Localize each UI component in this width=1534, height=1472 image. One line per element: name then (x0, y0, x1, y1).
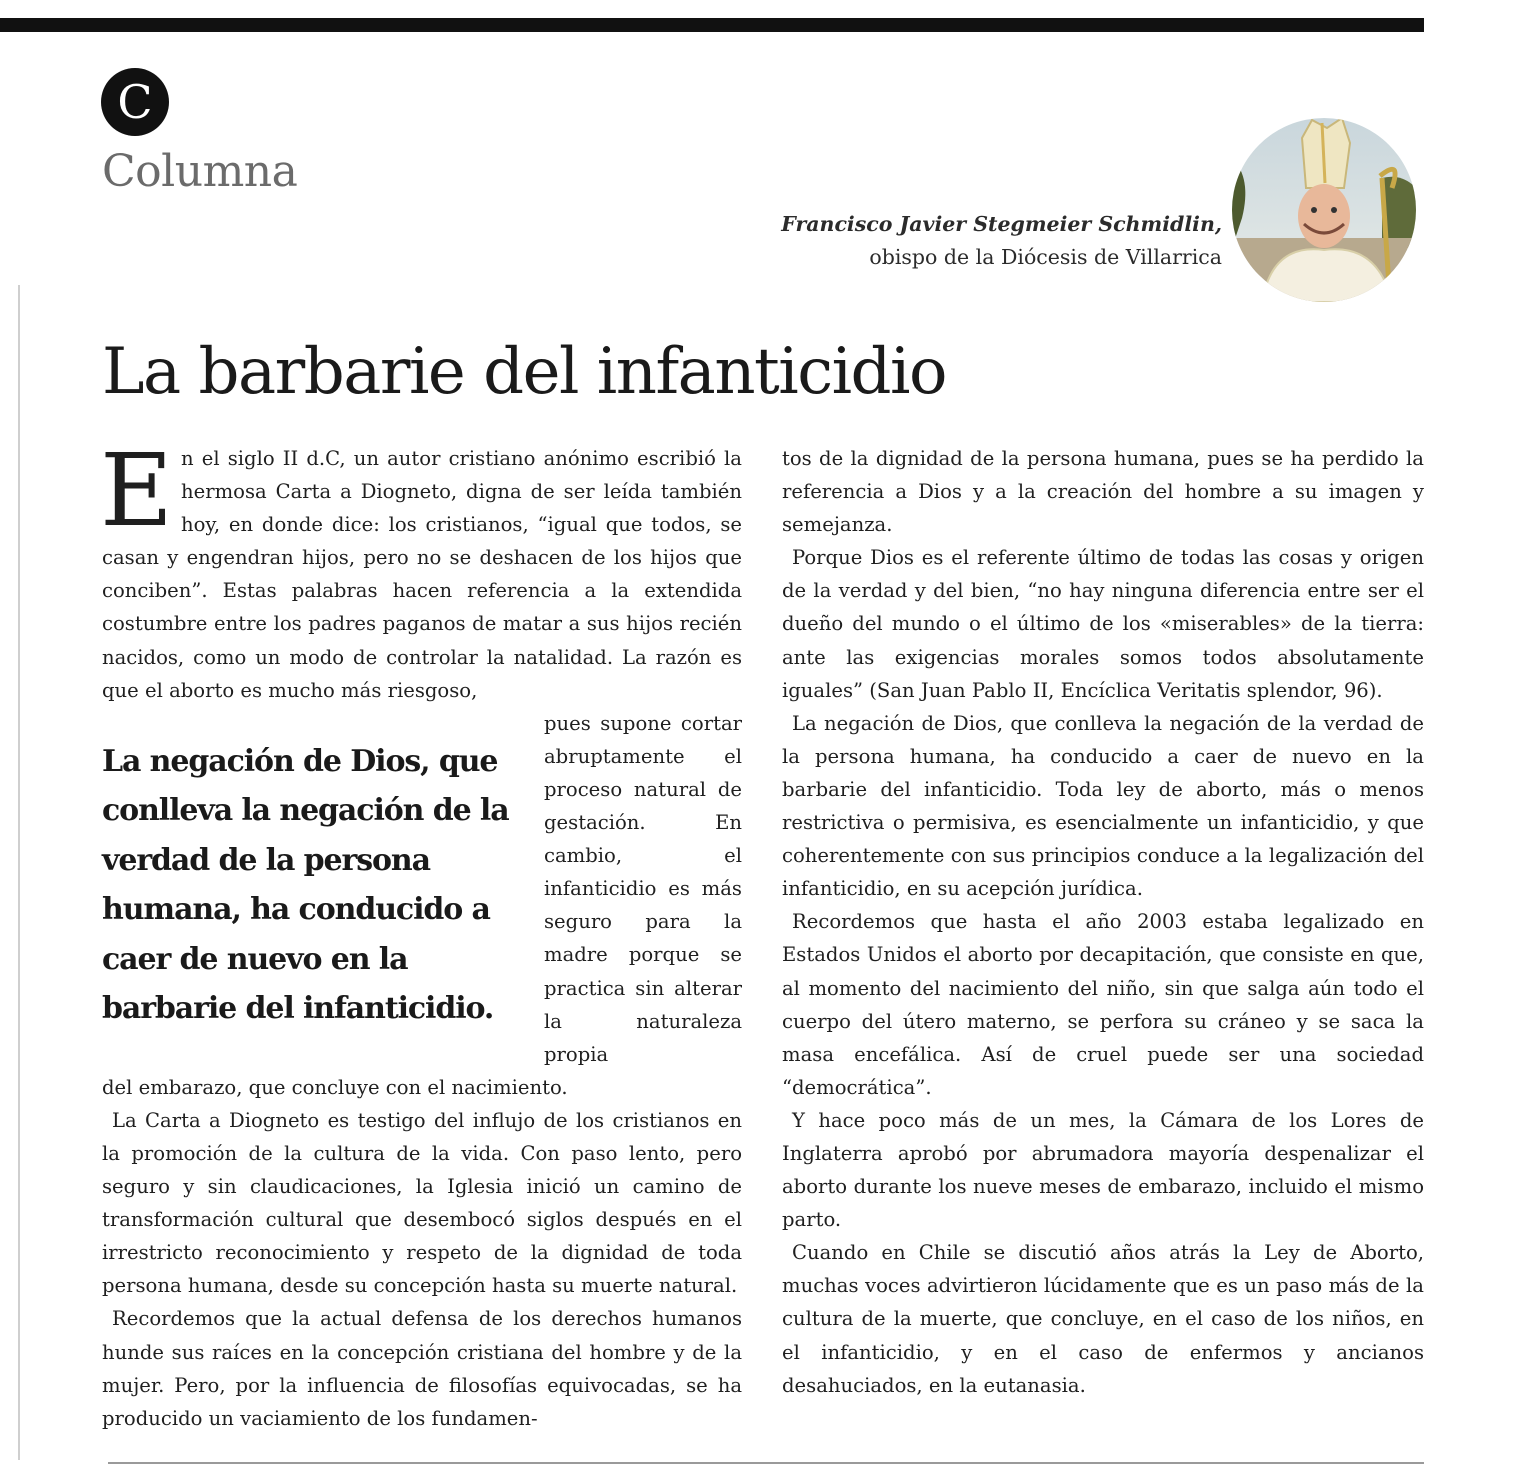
drop-cap: E (100, 432, 173, 549)
pull-quote: La negación de Dios, que conlleva la negación de la verdad de la persona humana, ha conducido a caer de nuevo en la barbarie del infanticidio. (102, 743, 509, 1027)
paragraph: La Carta a Diogneto es testigo del influjo de los cristianos en la promoción de la cultura de la vida. Con paso lento, pero seguro y sin claudicaciones, la Iglesia inició un camino de transformación cultural que desembocó siglos después en el irrestricto reconocimiento y respeto de la dignidad de toda persona humana, desde su concepción hasta su muerte natural. (102, 1108, 742, 1298)
bottom-rule (108, 1462, 1424, 1464)
paragraph: La negación de Dios, que conlleva la negación de la verdad de la persona humana, ha conducido a caer de nuevo en la barbarie del infanticidio. Toda ley de aborto, más o menos restrictiva o permisiva, es esencialmente un infanticidio, y que coherentemente con sus principios conduce a la legalización del infanticidio, en su acepción jurídica. (782, 711, 1424, 901)
left-margin-rule (18, 285, 20, 1460)
article-headline: La barbarie del infanticidio (102, 335, 946, 409)
author-name: Francisco Javier Stegmeier Schmidlin, (781, 212, 1222, 236)
author-portrait-photo (1232, 118, 1416, 302)
section-label: Columna (102, 146, 298, 197)
paragraph: Y hace poco más de un mes, la Cámara de los Lores de Inglaterra aprobó por abrumadora mayoría despenalizar el aborto durante los nueve meses de embarazo, incluido el mismo parto. (782, 1108, 1424, 1232)
author-role: obispo de la Diócesis de Villarrica (869, 245, 1222, 269)
section-badge: C (101, 68, 169, 136)
paragraph: En el siglo II d.C, un autor cristiano anónimo escribió la hermosa Carta a Diogneto, digna de ser leída también hoy, en donde dice: los cristianos, “igual que todos, se casan y engendran hijos, pero no se deshacen de los hijos que conciben”. Estas palabras hacen referencia a la extendida costumbre entre los padres paganos de matar a sus hijos recién nacidos, como un modo de controlar la natalidad. La razón es que el aborto es mucho más riesgoso, (100, 432, 742, 702)
paragraph-continuation: pues supone cortar abruptamente el proceso natural de gestación. En cambio, el infanticidio es más seguro para la madre porque se practica sin alterar la naturaleza propia (544, 711, 742, 1066)
paragraph: Recordemos que la actual defensa de los derechos humanos hunde sus raíces en la concepción cristiana del hombre y de la mujer. Pero, por la influencia de filosofías equivocadas, se ha producido un vaciamiento de los fundamen- (102, 1307, 742, 1430)
article-column-1 (100, 432, 742, 1435)
top-rule (0, 18, 1424, 32)
paragraph: Cuando en Chile se discutió años atrás la Ley de Aborto, muchas voces advirtieron lúcidamente que es un paso más de la cultura de la muerte, que concluye, en el caso de los niños, en el infanticidio, y en el caso de enfermos y ancianos desahuciados, en la eutanasia. (782, 1241, 1424, 1397)
paragraph: Porque Dios es el referente último de todas las cosas y origen de la verdad y del bien, “no hay ninguna diferencia entre ser el dueño del mundo o el último de los «miserables» de la tierra: ante las exigencias morales somos todos absolutamente iguales” (San Juan Pablo II, Encíclica Veritatis splendor, 96). (782, 546, 1424, 702)
paragraph: Recordemos que hasta el año 2003 estaba legalizado en Estados Unidos el aborto por decapitación, que consiste en que, al momento del nacimiento del niño, sin que salga aún todo el cuerpo del útero materno, se perfora su cráneo y se saca la masa encefálica. Así de cruel puede ser una sociedad “democrática”. (782, 910, 1424, 1099)
bishop-portrait-icon (1232, 118, 1416, 302)
paragraph-continuation: del embarazo, que concluye con el nacimiento. (102, 1075, 568, 1099)
paragraph: tos de la dignidad de la persona humana, pues se ha perdido la referencia a Dios y a la creación del hombre a su imagen y semejanza. (782, 447, 1424, 537)
author-byline (781, 208, 1222, 274)
article-column-2 (782, 442, 1424, 1402)
